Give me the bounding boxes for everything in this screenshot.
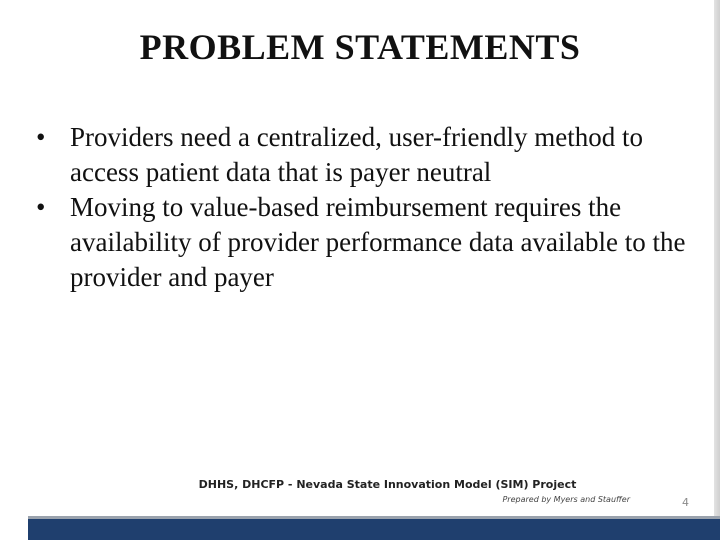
bullet-marker: • [36, 122, 46, 152]
footer-project-text: DHHS, DHCFP - Nevada State Innovation Model (SIM) Project [198, 478, 577, 491]
bullet-item [36, 120, 696, 190]
bullet-list [36, 120, 696, 295]
footer-credit-text: Prepared by Myers and Stauffer [502, 495, 630, 504]
page-number: 4 [682, 496, 689, 509]
bullet-marker: • [36, 192, 46, 222]
slide-title: PROBLEM STATEMENTS [139, 27, 581, 67]
slide-right-edge [714, 0, 720, 540]
bullet-text: Moving to value-based reimbursement requires the availability of provider performance data available to the provider and payer [70, 192, 686, 292]
bullet-text: Providers need a centralized, user-friendly method to access patient data that is payer neutral [70, 122, 643, 187]
bullet-item [36, 190, 696, 295]
bottom-accent-bar [28, 516, 720, 540]
